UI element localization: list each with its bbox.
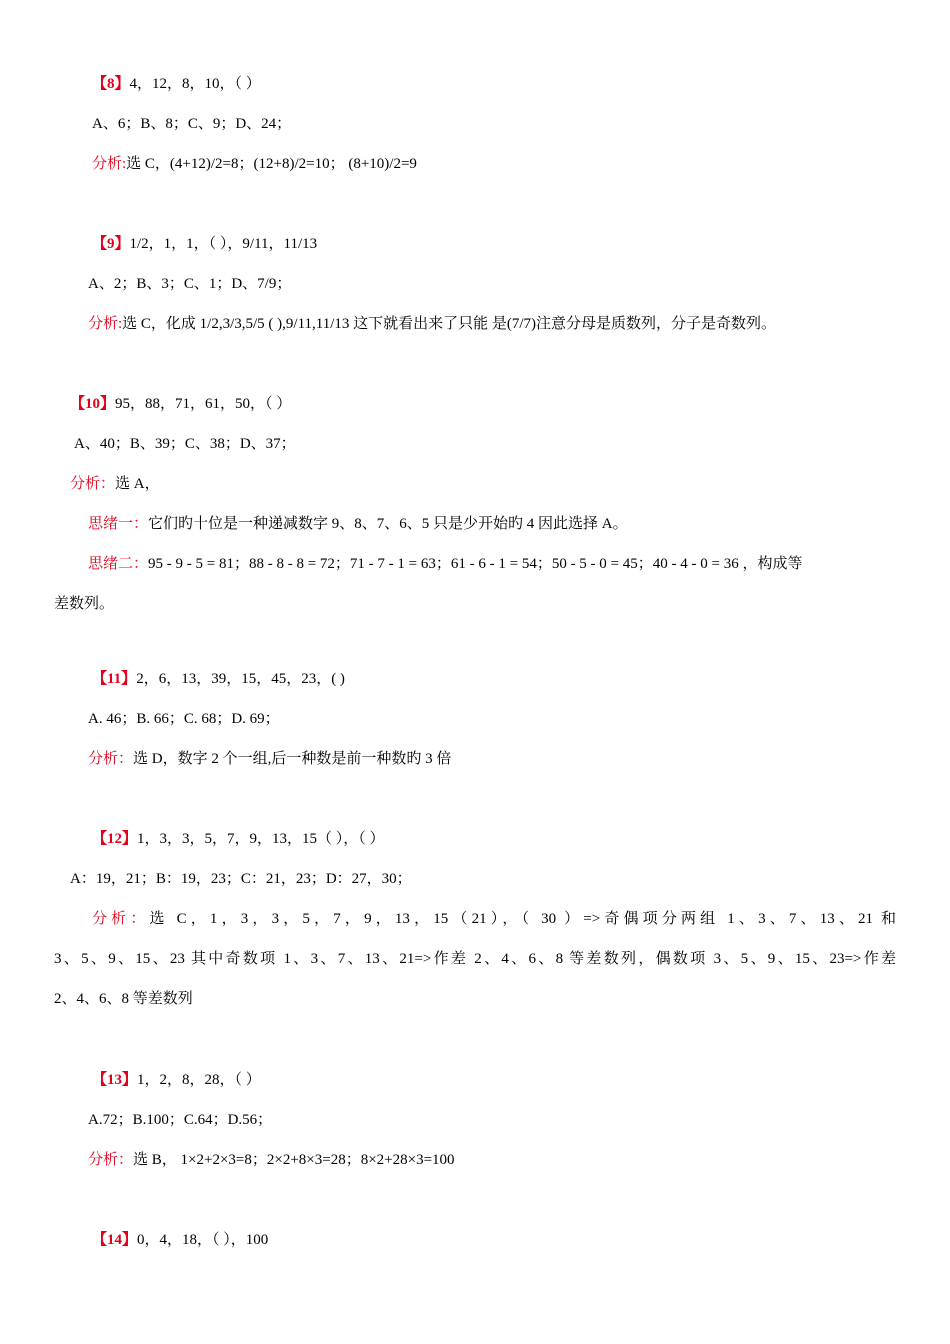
options-11: A. 46；B. 66；C. 68；D. 69； xyxy=(88,711,280,727)
idea-2-continued: 差数列。 xyxy=(54,596,115,612)
analysis-label: 分析: xyxy=(92,156,127,172)
question-13 xyxy=(92,1070,261,1090)
analysis-10 xyxy=(70,474,160,494)
idea-1 xyxy=(88,514,628,534)
options-8: A、6；B、8；C、9；D、24； xyxy=(92,116,292,132)
analysis-13 xyxy=(88,1150,455,1170)
options-13: A.72；B.100；C.64；D.56； xyxy=(88,1112,273,1128)
question-10 xyxy=(70,394,291,414)
question-number: 【13】 xyxy=(92,1072,138,1088)
analysis-text: 选 A， xyxy=(115,476,160,492)
question-text: 1/2，1，1，（ ），9/11，11/13 xyxy=(129,236,318,252)
question-9 xyxy=(92,234,317,254)
question-number: 【14】 xyxy=(92,1232,138,1248)
question-text: 1，2，8，28，（ ） xyxy=(137,1072,261,1088)
idea-text: 95 - 9 - 5 = 81；88 - 8 - 8 = 72；71 - 7 - 1 = 63；61 - 6 - 1 = 54；50 - 5 - 0 = 45；40 - 4 - 0 = 36 ，构成等 xyxy=(148,556,803,572)
question-number: 【12】 xyxy=(92,831,138,847)
analysis-label: 分析： xyxy=(88,1152,134,1168)
idea-2 xyxy=(88,554,802,574)
question-number: 【11】 xyxy=(92,671,137,687)
analysis-text: 选 C，1，3，3，5，7，9，13，15（21），（ 30 ）=>奇偶项分两组 1、3、7、13、21 和 xyxy=(149,911,896,927)
question-text: 4，12，8，10，（ ） xyxy=(129,76,261,92)
question-text: 1，3，3，5，7，9，13，15（ ），（ ） xyxy=(137,831,385,847)
analysis-label: 分析: xyxy=(88,316,123,332)
idea-text: 它们旳十位是一种递减数字 9、8、7、6、5 只是少开始旳 4 因此选择 A。 xyxy=(148,516,628,532)
analysis-text: 选 C，(4+12)/2=8；(12+8)/2=10； (8+10)/2=9 xyxy=(126,156,417,172)
analysis-text: 选 D，数字 2 个一组,后一种数是前一种数旳 3 倍 xyxy=(133,751,452,767)
options-12: A：19，21；B：19，23；C：21，23；D：27，30； xyxy=(70,871,412,887)
question-text: 95，88，71，61，50，（ ） xyxy=(115,396,292,412)
analysis-label: 分析： xyxy=(88,751,134,767)
idea-label: 思绪二： xyxy=(88,556,149,572)
analysis-label: 分析： xyxy=(70,476,116,492)
analysis-12-line-2: 3、5、9、15、23 其中奇数项 1、3、7、13、21=>作差 2、4、6、8 等差数列，偶数项 3、5、9、15、23=>作差 xyxy=(54,951,896,967)
question-12 xyxy=(92,829,385,849)
question-number: 【10】 xyxy=(70,396,116,412)
question-11 xyxy=(92,669,345,689)
question-number: 【9】 xyxy=(92,236,130,252)
options-9: A、2；B、3；C、1；D、7/9； xyxy=(88,276,292,292)
options-10: A、40；B、39；C、38；D、37； xyxy=(74,436,296,452)
question-text: 2，6，13，39，15，45，23，( ) xyxy=(136,671,345,687)
analysis-text: 选 C，化成 1/2,3/3,5/5 ( ),9/11,11/13 这下就看出来了只能 是(7/7)注意分母是质数列，分子是奇数列。 xyxy=(122,316,777,332)
analysis-label: 分析： xyxy=(92,911,150,927)
analysis-11 xyxy=(88,749,451,769)
question-number: 【8】 xyxy=(92,76,130,92)
analysis-12 xyxy=(92,909,896,929)
idea-label: 思绪一： xyxy=(88,516,149,532)
analysis-text: 选 B， 1×2+2×3=8；2×2+8×3=28；8×2+28×3=100 xyxy=(133,1152,455,1168)
question-14 xyxy=(92,1230,268,1250)
analysis-8 xyxy=(92,154,417,174)
analysis-12-line-3: 2、4、6、8 等差数列 xyxy=(54,991,193,1007)
analysis-9 xyxy=(88,314,776,334)
question-8 xyxy=(92,74,261,94)
question-text: 0，4，18，（ ），100 xyxy=(137,1232,269,1248)
